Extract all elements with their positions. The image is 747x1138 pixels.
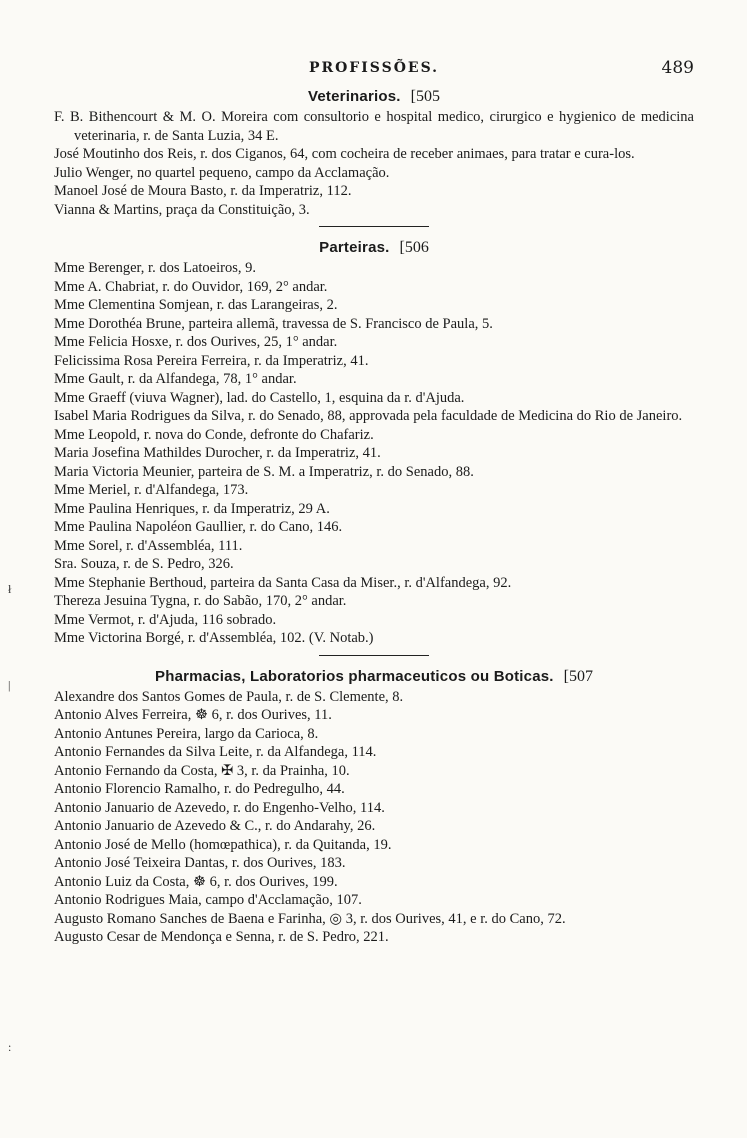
section-veterinarios: [54, 86, 694, 219]
list-item: Mme Meriel, r. d'Alfandega, 173.: [54, 482, 249, 498]
list-item: Mme Victorina Borgé, r. d'Assembléa, 102. (V. Notab.): [54, 630, 374, 646]
list-item: Mme Graeff (viuva Wagner), lad. do Castello, 1, esquina da r. d'Ajuda.: [54, 389, 465, 406]
section-parteiras: [54, 237, 694, 648]
list-item: Antonio Januario de Azevedo & C., r. do Andarahy, 26.: [54, 818, 376, 834]
list-item: Antonio José de Mello (homœpathica), r. da Quitanda, 19.: [54, 836, 392, 853]
entry-list: [54, 688, 694, 947]
list-item: Maria Josefina Mathildes Durocher, r. da Imperatriz, 41.: [54, 445, 381, 461]
running-title: PROFISSÕES.: [308, 60, 440, 76]
list-item: Felicissima Rosa Pereira Ferreira, r. da Imperatriz, 41.: [54, 352, 369, 369]
section-divider: [319, 226, 429, 227]
list-item: Augusto Cesar de Mendonça e Senna, r. de S. Pedro, 221.: [54, 929, 389, 945]
section-code: [505: [410, 88, 440, 105]
section-title: Parteiras.: [319, 239, 390, 256]
list-item: Mme Paulina Henriques, r. da Imperatriz, 29 A.: [54, 500, 330, 517]
entry-list: [54, 108, 694, 219]
section-heading: [54, 86, 694, 108]
list-item: Antonio Fernando da Costa, ✠ 3, r. da Prainha, 10.: [54, 762, 350, 779]
list-item: Manoel José de Moura Basto, r. da Imperatriz, 112.: [54, 183, 352, 199]
margin-mark: ł: [8, 582, 12, 596]
list-item: Mme Felicia Hosxe, r. dos Ourives, 25, 1° andar.: [54, 334, 338, 350]
list-item: Augusto Romano Sanches de Baena e Farinha, ◎ 3, r. dos Ourives, 41, e r. do Cano, 72.: [54, 910, 566, 927]
list-item: F. B. Bithencourt & M. O. Moreira com consultorio e hospital medico, cirurgico e hygienico de medicina veterinaria, r. de Santa Luzia, 34 E.: [54, 109, 694, 144]
margin-mark: |: [8, 678, 11, 692]
list-item: Thereza Jesuina Tygna, r. do Sabão, 170, 2° andar.: [54, 593, 347, 609]
list-item: Antonio Fernandes da Silva Leite, r. da Alfandega, 114.: [54, 744, 377, 760]
entry-list: [54, 259, 694, 648]
section-title: Veterinarios.: [308, 88, 401, 105]
list-item: Sra. Souza, r. de S. Pedro, 326.: [54, 556, 234, 572]
list-item: Maria Victoria Meunier, parteira de S. M. a Imperatriz, r. do Senado, 88.: [54, 463, 474, 480]
list-item: Antonio Florencio Ramalho, r. do Pedregulho, 44.: [54, 781, 345, 797]
list-item: Antonio Rodrigues Maia, campo d'Acclamação, 107.: [54, 892, 362, 908]
list-item: Isabel Maria Rodrigues da Silva, r. do Senado, 88, approvada pela faculdade de Medicina do Rio de Janeiro.: [54, 408, 683, 424]
section-code: [506: [399, 239, 429, 256]
list-item: Mme Vermot, r. d'Ajuda, 116 sobrado.: [54, 611, 277, 628]
section-heading: [54, 237, 694, 259]
section-heading: [54, 666, 694, 688]
running-head: [54, 60, 694, 84]
list-item: Mme Sorel, r. d'Assembléa, 111.: [54, 537, 243, 554]
list-item: José Moutinho dos Reis, r. dos Ciganos, 64, com cocheira de receber animaes, para tratar e cura-los.: [54, 146, 635, 162]
section-pharmacias: [54, 666, 694, 947]
list-item: Alexandre dos Santos Gomes de Paula, r. de S. Clemente, 8.: [54, 688, 404, 705]
list-item: Mme Gault, r. da Alfandega, 78, 1° andar.: [54, 371, 297, 387]
page-number: 489: [661, 58, 694, 78]
page: [54, 60, 694, 947]
list-item: Mme Stephanie Berthoud, parteira da Santa Casa da Miser., r. d'Alfandega, 92.: [54, 574, 512, 591]
list-item: Mme Clementina Somjean, r. das Larangeiras, 2.: [54, 297, 338, 313]
list-item: Mme Berenger, r. dos Latoeiros, 9.: [54, 260, 256, 276]
section-title: Pharmacias, Laboratorios pharmaceuticos ou Boticas.: [155, 667, 554, 685]
list-item: Julio Wenger, no quartel pequeno, campo da Acclamação.: [54, 164, 390, 181]
section-divider: [319, 655, 429, 656]
margin-mark: :: [8, 1040, 12, 1054]
list-item: Mme Dorothéa Brune, parteira allemã, travessa de S. Francisco de Paula, 5.: [54, 315, 493, 332]
list-item: Mme Leopold, r. nova do Conde, defronte do Chafariz.: [54, 426, 374, 443]
section-code: [507: [563, 667, 593, 685]
list-item: Antonio Alves Ferreira, ☸ 6, r. dos Ourives, 11.: [54, 707, 332, 723]
list-item: Mme Paulina Napoléon Gaullier, r. do Cano, 146.: [54, 519, 343, 535]
list-item: Antonio Januario de Azevedo, r. do Engenho-Velho, 114.: [54, 799, 385, 816]
list-item: Antonio José Teixeira Dantas, r. dos Ourives, 183.: [54, 855, 346, 871]
list-item: Antonio Antunes Pereira, largo da Carioca, 8.: [54, 725, 319, 742]
list-item: Mme A. Chabriat, r. do Ouvidor, 169, 2° andar.: [54, 278, 328, 295]
list-item: Vianna & Martins, praça da Constituição, 3.: [54, 201, 310, 218]
list-item: Antonio Luiz da Costa, ☸ 6, r. dos Ourives, 199.: [54, 873, 338, 890]
